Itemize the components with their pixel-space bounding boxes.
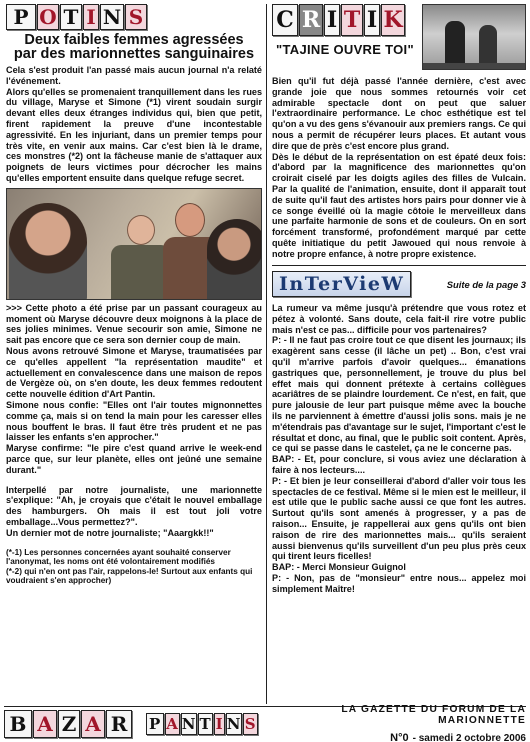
article-paragraph: Maryse confirme: "le pire c'est quand arrive le week-end parce que, sur leur planète, elles ont jeûné une semaine durant." — [6, 443, 262, 475]
spacer — [6, 539, 262, 548]
bazar-logo-letter: B — [4, 710, 32, 738]
right-column — [272, 4, 526, 595]
potins-logo-letter: O — [37, 4, 59, 30]
interview-paragraph: BAP: - Et, pour conclure, si vous aviez une déclaration à faire à nos lecteurs.... — [272, 454, 526, 475]
photo-puppet-head — [127, 215, 155, 245]
pantins-logo-letter: A — [166, 714, 178, 733]
interview-paragraph: P: - Il ne faut pas croire tout ce que disent les journaux; ils exagèrent sans cesse (il lâche un pet) .. Bon, c'est vrai qu'il m'arrive parfois d'avoir quelques... émanations gastriques que, personnellement, je trouve du plus bel effet mais qui donnent prétexte à certains collègues acariâtres de se plaindre lourdement. Ce n'est, en fait, que pure jalousie de leur part puisque même avec la bouche ils ne parviennent à émettre d'aussi jolis sons. mais je ne m'étendrais pas d'avantage sur le sujet, l'important c'est le résultat et donc, au final, que le public soit content. Après, ce qui se passe dans le castelet, ça ne le concerne pas. — [272, 335, 526, 454]
column-divider — [266, 4, 267, 704]
article-paragraph: Cela s'est produit l'an passé mais aucun journal n'a relaté l'événement. — [6, 65, 262, 86]
bazar-logo-letter: Z — [58, 710, 80, 738]
article-paragraph: Nous avons retrouvé Simone et Maryse, traumatisées par ce qu'elles appellent "la représentation maudite" et actuellement en convalescence dans une maison de repos de Vergèze où, on s'en doute, les deux femmes redoutent cette nouvelle édition d'Art Pantin. — [6, 345, 262, 400]
headline-line: Deux faibles femmes agressées — [24, 32, 244, 48]
article-paragraph: Alors qu'elles se promenaient tranquillement dans les rues du village, Maryse et Simone (*1) virent soudain surgir devant elles deux étranges individus qui, bien que petit, firent rapidement la preuve d'une incontestable agressivité. En les injuriant, dans un premier temps pour très vite, en venir aux mains. Car c'est bien là le drame, ces monstres (*2) ont la fâcheuse manie de s'attaquer aux poignets de leurs victimes pour décrocher les mains qu'elles emportent ensuite dans quelque refuge secret. — [6, 86, 262, 183]
pantins-logo-letter: S — [243, 713, 258, 735]
interview-paragraph: P: - Non, pas de "monsieur" entre nous... appelez moi simplement Maître! — [272, 572, 526, 594]
critik-title-block — [272, 4, 418, 57]
interview-paragraph: La rumeur va même jusqu'à prétendre que vous rotez et pétez à volonté. Sans doute, cela fait-il rire votre public mais n'est ce pas... difficile pour vos partenaires? — [272, 303, 526, 335]
potins-logo-letter: N — [100, 4, 124, 30]
issue-number: N°0 — [390, 731, 409, 742]
critik-logo-letter: C — [272, 4, 298, 36]
pantins-logo-letter: P — [146, 713, 164, 735]
bazar-logo — [4, 710, 132, 738]
article-paragraph: Interpellé par notre journaliste, une marionnette s'explique: "Ah, je croyais que c'était le nouvel emballage des hamburgers. Oh mais il est tout joli votre emballage...Vous permettez?". — [6, 484, 262, 527]
photo-woman-right — [207, 219, 262, 300]
puppet-photo — [6, 188, 262, 300]
critik-logo — [272, 4, 418, 36]
publication-name: LA GAZETTE DU FORUM DE LA MARIONNETTE — [341, 703, 526, 726]
footnote: (*-2) qui n'en ont pas l'air, rappelons-le! Surtout aux enfants qui voudraient s'en approcher) — [6, 566, 253, 586]
photo-figure — [479, 25, 497, 65]
spacer — [6, 476, 262, 485]
critik-show-title: "TAJINE OUVRE TOI" — [276, 42, 414, 57]
article-paragraph: >>> Cette photo a été prise par un passant courageux au moment où Maryse découvre deux moignons à la place de ses jolies minimes. Venue secourir son amie, Simone ne sait pas encore que ce sera son dernier coup de main. — [6, 302, 262, 346]
pantins-logo-letter: I — [215, 714, 223, 733]
article-paragraph: Simone nous confie: "Elles ont l'air toutes mignonnettes comme ça, mais si on tend la main pour les caresser elles nous bouffent le bras. Il faut être très prudent et ne pas laisser les enfants s'en approcher." — [6, 399, 262, 443]
interview-logo: InTerVieW — [272, 271, 411, 297]
interview-paragraph: P: - Et bien je leur conseillerai d'abord d'aller voir tous les spectacles de ce festival. Même si le mien est le meilleur, il est utile que le public sache aussi ce que font les autres. Surtout qu'ils sont amenés à progresser, y a pas de raison... Ensuite, je rappellerai aux gens qu'ils ont bien raison de rire des marionnettes mais... qu'ils seraient aussi bienvenus qu'ils surveillent d'un peu plus près ceux qui tirent leurs ficelles! — [272, 475, 526, 562]
potins-logo-letter: P — [6, 4, 36, 30]
article-paragraph: Dès le début de la représentation on est épaté deux fois: d'abord par la magnificence des marionnettes qu'on croirait ciselé par les doigts agiles des filles de Vulcain. Par la qualité de l'animation, ensuite, dont il apparaît tout de suite qu'il faut des artistes hors pairs pour donner vie à ce songe éveillé où la magie côtoie le merveilleux dans une parfaite harmonie de sons et de couleurs. On en sort forcément transformé, profondément marqué par cette quête initiatique du petit Jawoued qui nous renvoie à notre propre enfance, à notre propre existence. — [272, 151, 526, 259]
article-paragraph: Bien qu'il fut déjà passé l'année dernière, c'est avec grande joie que nous sommes retournés voir cet admirable spectacle dont on peut que saluer l'extraordinaire performance. Le choc esthétique est tel qu'on a vu des gens s'évanouir aux premiers rangs. Ce qui nous a permit de récupérer leurs places. Et autant vous dire que de près c'est encore plus grand. — [272, 76, 526, 151]
pantins-logo — [146, 713, 258, 735]
photo-figure — [445, 21, 465, 65]
bazar-logo-letter: A — [81, 710, 105, 738]
photo-puppet-body — [111, 245, 171, 300]
photo-stage-floor — [423, 63, 526, 70]
potins-logo-letter: T — [60, 4, 82, 30]
critik-photo — [422, 4, 526, 70]
section-divider — [272, 265, 526, 267]
pantins-logo-letter: T — [199, 714, 211, 733]
critik-logo-letter: K — [381, 4, 405, 36]
photo-puppet-head — [175, 203, 205, 237]
article-paragraph: Un dernier mot de notre journaliste; "Aaargkk!!" — [6, 527, 214, 538]
issue-date: - samedi 2 octobre 2006 — [412, 732, 526, 742]
interview-paragraph: BAP: - Merci Monsieur Guignol — [272, 562, 406, 573]
potins-logo-letter: S — [125, 4, 147, 30]
potins-headline — [6, 33, 262, 61]
footnote: (*-1) Les personnes concernées ayant souhaité conserver l'anonymat, les noms ont été volontairement modifiés — [6, 547, 231, 567]
bazar-logo-letter: A — [33, 710, 57, 738]
critik-logo-letter: T — [341, 4, 363, 36]
critik-logo-letter: I — [324, 4, 340, 36]
critik-logo-letter: R — [299, 4, 323, 36]
potins-logo-letter: I — [83, 4, 99, 30]
potins-column — [6, 4, 262, 586]
bazar-logo-letter: R — [106, 710, 132, 738]
page-footer — [4, 703, 526, 742]
continued-from: Suite de la page 3 — [446, 278, 526, 290]
photo-woman-left — [9, 203, 87, 300]
masthead-info — [258, 704, 526, 742]
issue-line — [258, 732, 526, 742]
pantins-logo-letter: N — [226, 714, 241, 733]
critik-logo-letter: I — [364, 4, 380, 36]
headline-line: par des marionnettes sanguinaires — [13, 46, 255, 62]
critik-header — [272, 4, 526, 70]
potins-logo — [6, 4, 262, 30]
pantins-logo-letter: N — [181, 714, 196, 733]
interview-header — [272, 271, 526, 297]
